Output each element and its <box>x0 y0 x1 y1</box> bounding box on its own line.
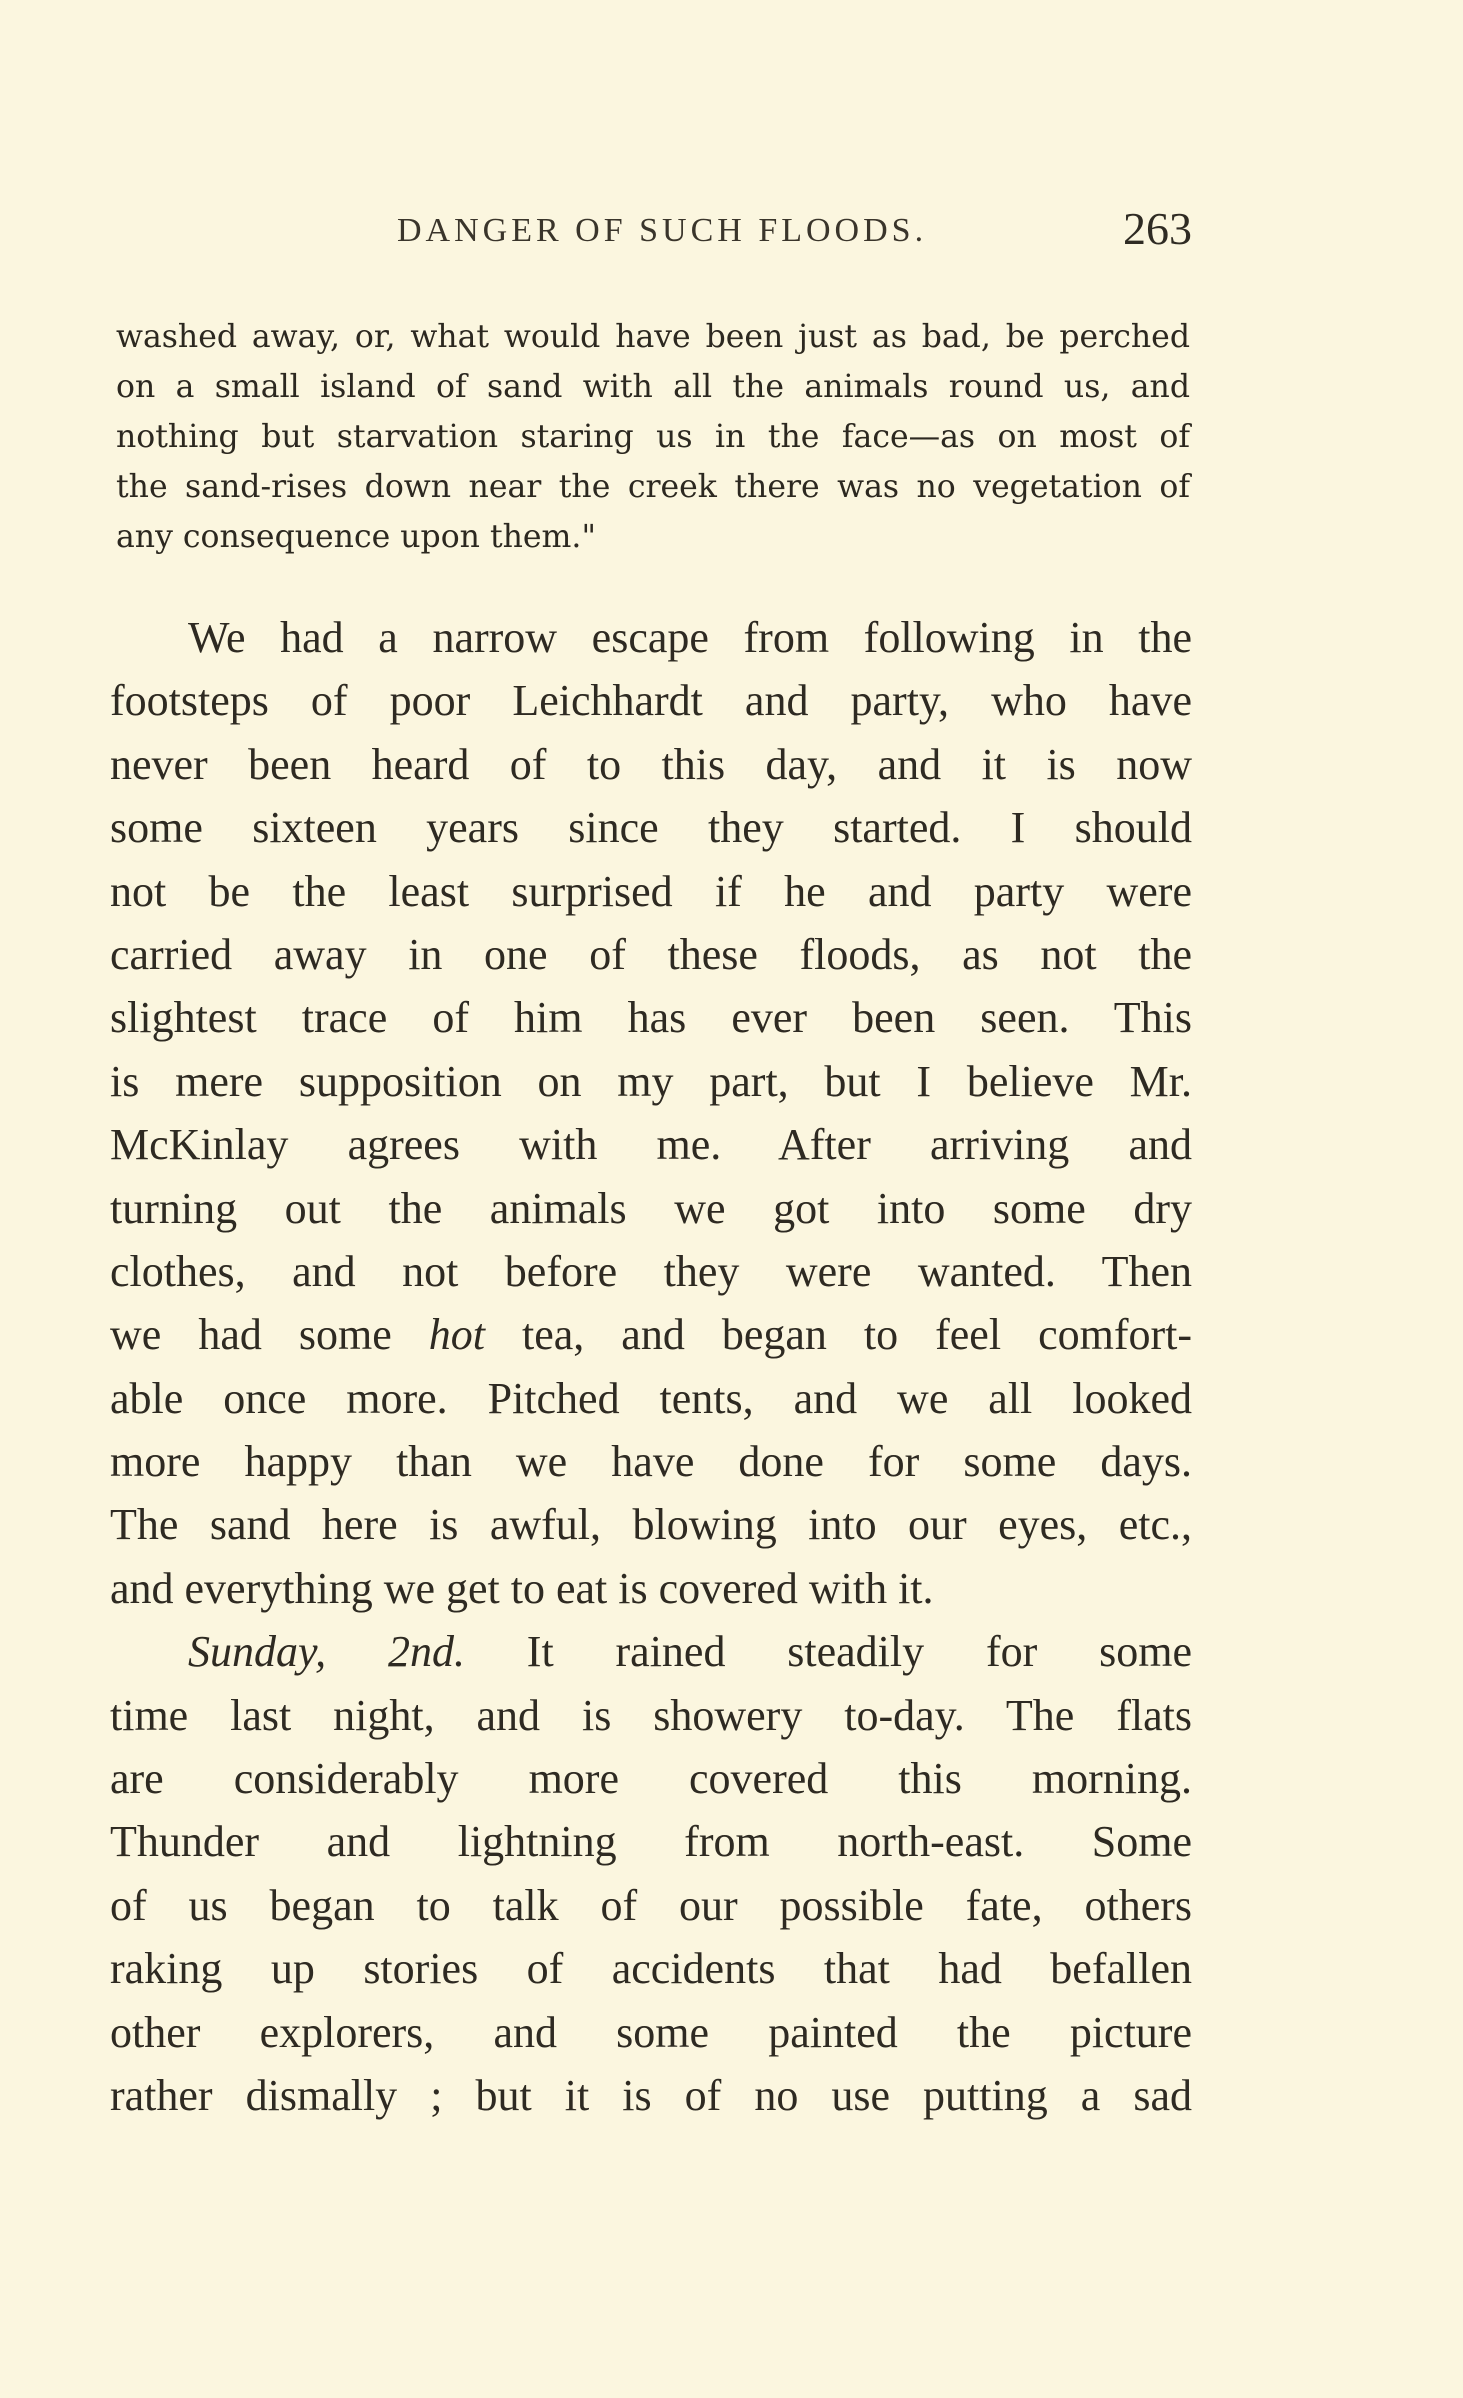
body-text <box>110 606 1192 2127</box>
body-line: more happy than we have done for some days. <box>110 1437 1192 1487</box>
body-line: are considerably more covered this morning. <box>110 1754 1192 1804</box>
body-line: rather dismally ; but it is of no use putting a sad <box>110 2070 1192 2120</box>
running-title: DANGER OF SUCH FLOODS. <box>397 212 928 249</box>
body-text-segment: It rained steadily for some <box>464 1627 1192 1677</box>
body-line: carried away in one of these floods, as not the <box>110 929 1192 979</box>
page-number: 263 <box>1123 203 1192 254</box>
quote-line: nothing but starvation staring us in the face—as on most of <box>116 419 1190 455</box>
body-text-segment: tea, and began to feel comfort- <box>484 1310 1193 1360</box>
body-line: is mere supposition on my part, but I believe Mr. <box>110 1056 1192 1106</box>
body-line <box>110 1620 1192 1683</box>
quote-line: on a small island of sand with all the animals round us, and <box>116 369 1190 405</box>
body-line: We had a narrow escape from following in the <box>188 613 1192 662</box>
body-line: not be the least surprised if he and party were <box>110 866 1192 916</box>
quote-line: any consequence upon them." <box>116 519 596 555</box>
body-line: able once more. Pitched tents, and we all looked <box>110 1373 1192 1423</box>
body-line: The sand here is awful, blowing into our eyes, etc., <box>110 1500 1192 1550</box>
body-line: Thunder and lightning from north-east. Some <box>110 1817 1192 1867</box>
quote-line: the sand-rises down near the creek there was no vegetation of <box>116 469 1190 505</box>
body-line: clothes, and not before they were wanted. Then <box>110 1246 1192 1296</box>
body-line: slightest trace of him has ever been seen. This <box>110 993 1192 1043</box>
body-line: other explorers, and some painted the picture <box>110 2007 1192 2057</box>
quoted-passage <box>116 312 1190 562</box>
body-line: never been heard of to this day, and it is now <box>110 739 1192 789</box>
body-line: some sixteen years since they started. I should <box>110 803 1192 853</box>
quote-line: washed away, or, what would have been just as bad, be perched <box>116 319 1190 355</box>
body-line: of us began to talk of our possible fate, others <box>110 1880 1192 1930</box>
date-heading: Sunday, 2nd. <box>188 1627 465 1677</box>
body-line: turning out the animals we got into some dry <box>110 1183 1192 1233</box>
body-line <box>110 1303 1192 1366</box>
body-line: footsteps of poor Leichhardt and party, who have <box>110 676 1192 726</box>
body-text-segment: we had some <box>110 1310 429 1360</box>
body-line: McKinlay agrees with me. After arriving and <box>110 1120 1192 1170</box>
body-line: time last night, and is showery to-day. The flats <box>110 1690 1192 1740</box>
body-line: raking up stories of accidents that had befallen <box>110 1944 1192 1994</box>
body-line: and everything we get to eat is covered with it. <box>110 1563 934 1613</box>
italic-word: hot <box>428 1310 485 1360</box>
running-head <box>112 202 1192 252</box>
